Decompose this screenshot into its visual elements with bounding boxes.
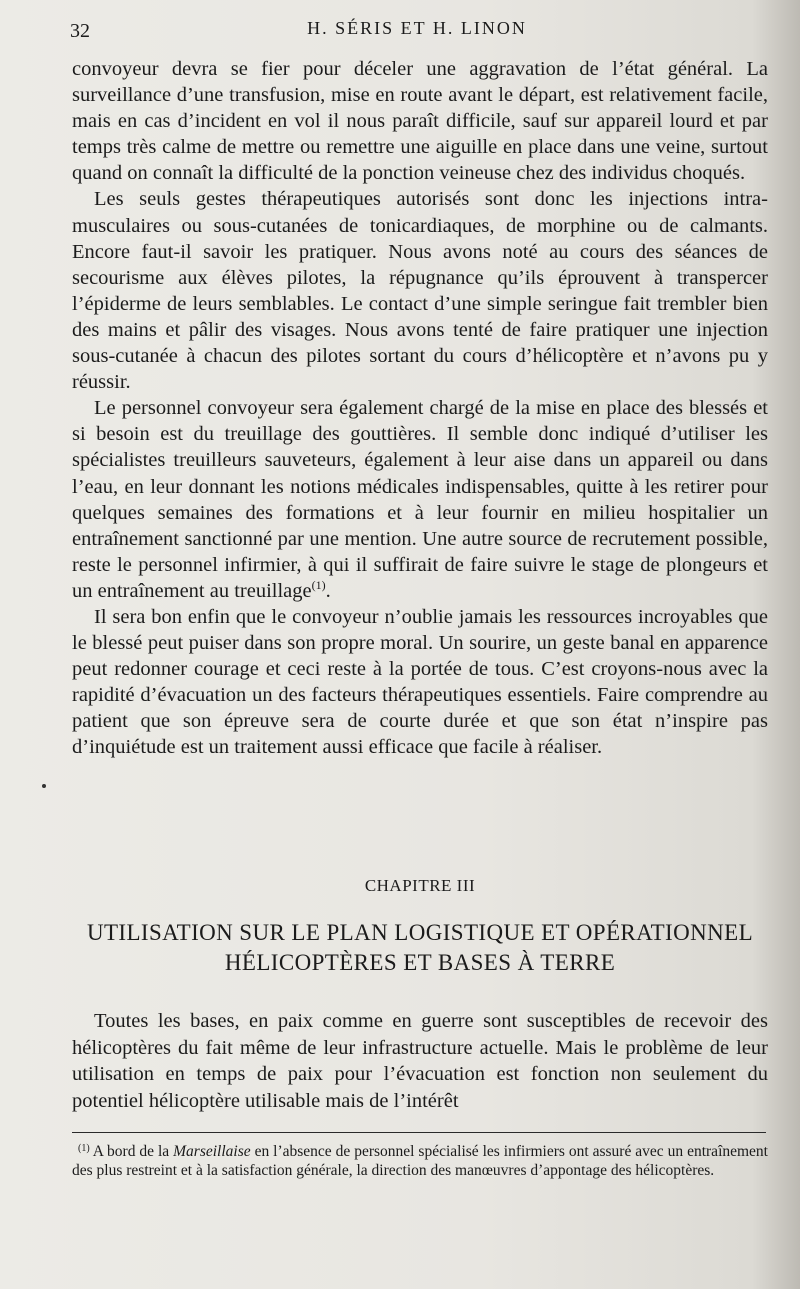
section-text	[72, 1008, 768, 1114]
paragraph-2: Les seuls gestes thérapeutiques autorisés sont donc les injections intra-musculaires ou sous-cutanées de tonicardiaques, de morphine ou de calmants. Encore faut-il savoir les pratiquer. Nous avons noté au cours des séances de secourisme aux élèves pilotes, la répugnance qu’ils éprouvent à transpercer l’épiderme de leurs semblables. Le contact d’une simple seringue fait trembler bien des mains et pâlir des visages. Nous avons tenté de faire pratiquer une injection sous-cutanée à chacun des pilotes sortant du cours d’hélicoptère et n’avons pu y réussir.	[72, 188, 768, 394]
paragraph-4: Il sera bon enfin que le convoyeur n’oublie jamais les ressources incroyables que le blessé peut puiser dans son propre moral. Un sourire, un geste banal en apparence peut redonner courage et ceci reste à la portée de tous. C’est croyons-nous avec la rapidité d’évacuation un des facteurs thérapeutiques essentiels. Faire comprendre au patient que son épreuve sera de courte durée et que son état n’inspire pas d’inquiétude est un traitement aussi efficace que facile à réaliser.	[72, 605, 768, 759]
footnote-marker: (1)	[78, 1143, 90, 1154]
footnote	[72, 1142, 768, 1180]
chapter-label: CHAPITRE III	[364, 876, 476, 895]
chapter-title	[72, 918, 768, 978]
footnote-divider	[72, 1132, 766, 1133]
page-number: 32	[70, 20, 90, 42]
body-text	[72, 56, 768, 761]
running-head: H. SÉRIS ET H. LINON	[307, 18, 527, 38]
chapter-title-line-2: HÉLICOPTÈRES ET BASES À TERRE	[224, 950, 616, 975]
section-paragraph: Toutes les bases, en paix comme en guerre sont susceptibles de recevoir des hélicoptères du fait même de leur infrastructure actuelle. Mais le problème de leur utilisation en temps de paix pour l’évacuation est fonction non seulement du potentiel hélicoptère utilisable mais de l’intérêt	[72, 1010, 768, 1112]
paragraph-3-text: Le personnel convoyeur sera également chargé de la mise en place des blessés et si besoin est du treuillage des gouttières. Il semble donc indiqué d’utiliser les spécialistes treuilleurs sauveteurs, également à leur aise dans un appareil ou dans l’eau, en leur donnant les notions médicales indispensables, quitte à les retirer pour quelques semaines des formations et à leur fournir en milieu hospitalier un entraînement sanctionné par une mention. Une autre source de recrutement possible, reste le personnel infirmier, à qui il suffirait de faire suivre le stage de plongeurs et un entraînement au treuillage	[72, 397, 768, 602]
footnote-paragraph	[72, 1142, 768, 1180]
page-header	[70, 8, 764, 48]
paragraph-1: convoyeur devra se fier pour déceler une aggravation de l’état général. La surveillance d’une transfusion, mise en route avant le départ, est relativement facile, mais en cas d’incident en vol il nous paraît difficile, sauf sur appareil lourd et par temps très calme de mettre ou remettre une aiguille en place dans une veine, surtout quand on connaît la difficulté de la ponction veineuse chez des individus choqués.	[72, 58, 768, 185]
footnote-reference[interactable]: (1)	[311, 577, 326, 592]
paragraph-3-end: .	[325, 579, 331, 602]
footnote-ship-name: Marseillaise	[173, 1143, 251, 1160]
paragraph-3	[72, 395, 768, 604]
margin-speck	[42, 784, 46, 788]
footnote-text-after: en l’absence de personnel spécialisé les infirmiers ont assuré avec un entraînement des plus restreint et à la satisfaction générale, la direction des manœuvres d’appontage des hélicoptères.	[72, 1143, 768, 1179]
footnote-text-before: A bord de la	[92, 1143, 170, 1160]
chapter-title-line-1: UTILISATION SUR LE PLAN LOGISTIQUE ET OPÉRATIONNEL	[86, 920, 754, 945]
